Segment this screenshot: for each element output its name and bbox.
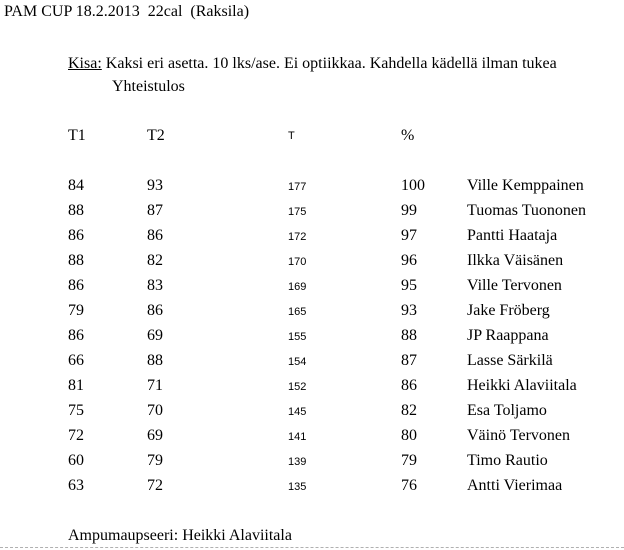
cell-t1: 79 xyxy=(68,302,84,319)
cell-t1: 72 xyxy=(68,427,84,444)
cell-percent: 95 xyxy=(401,277,417,294)
cell-t2: 82 xyxy=(147,252,163,269)
table-row xyxy=(0,327,624,352)
cell-name: Antti Vierimaa xyxy=(467,477,563,494)
table-row xyxy=(0,277,624,302)
competition-description xyxy=(68,55,557,73)
cell-total: 175 xyxy=(288,206,307,218)
cell-total: 177 xyxy=(288,181,307,193)
header-t1: T1 xyxy=(68,127,86,144)
cell-t1: 88 xyxy=(68,202,84,219)
cell-percent: 99 xyxy=(401,202,417,219)
cell-t2: 83 xyxy=(147,277,163,294)
cell-percent: 82 xyxy=(401,402,417,419)
cell-t1: 88 xyxy=(68,252,84,269)
cell-name: Ville Tervonen xyxy=(467,277,562,294)
cell-t2: 88 xyxy=(147,352,163,369)
cell-percent: 79 xyxy=(401,452,417,469)
cell-total: 135 xyxy=(288,481,307,493)
cell-name: Väinö Tervonen xyxy=(467,427,570,444)
cell-t1: 60 xyxy=(68,452,84,469)
cell-name: Jake Fröberg xyxy=(467,302,550,319)
cell-t2: 79 xyxy=(147,452,163,469)
cell-t2: 69 xyxy=(147,427,163,444)
cell-total: 172 xyxy=(288,231,307,243)
cell-t2: 86 xyxy=(147,302,163,319)
cell-percent: 100 xyxy=(401,177,425,194)
cell-t1: 81 xyxy=(68,377,84,394)
cell-percent: 88 xyxy=(401,327,417,344)
cell-t1: 86 xyxy=(68,277,84,294)
cell-t2: 87 xyxy=(147,202,163,219)
cell-name: Ville Kemppainen xyxy=(467,177,584,194)
table-row xyxy=(0,202,624,227)
cell-t2: 70 xyxy=(147,402,163,419)
table-row xyxy=(0,352,624,377)
cell-t1: 63 xyxy=(68,477,84,494)
table-row xyxy=(0,252,624,277)
cell-name: Pantti Haataja xyxy=(467,227,558,244)
cell-name: Lasse Särkilä xyxy=(467,352,553,369)
cell-t2: 86 xyxy=(147,227,163,244)
table-row xyxy=(0,302,624,327)
cell-percent: 76 xyxy=(401,477,417,494)
results-subtitle: Yhteistulos xyxy=(112,78,185,95)
cell-total: 145 xyxy=(288,406,307,418)
cell-t1: 86 xyxy=(68,227,84,244)
table-row xyxy=(0,377,624,402)
header-t2: T2 xyxy=(147,127,165,144)
cell-name: Timo Rautio xyxy=(467,452,548,469)
table-row xyxy=(0,227,624,252)
table-row xyxy=(0,177,624,202)
cell-percent: 80 xyxy=(401,427,417,444)
cell-total: 169 xyxy=(288,281,307,293)
cell-t1: 66 xyxy=(68,352,84,369)
page-title: PAM CUP 18.2.2013 22cal (Raksila) xyxy=(4,3,250,20)
cell-total: 165 xyxy=(288,306,307,318)
cell-t2: 71 xyxy=(147,377,163,394)
table-row xyxy=(0,477,624,502)
cell-name: Esa Toljamo xyxy=(467,402,547,419)
results-table xyxy=(0,177,624,502)
cell-total: 152 xyxy=(288,381,307,393)
cell-t1: 86 xyxy=(68,327,84,344)
cell-total: 154 xyxy=(288,356,307,368)
cell-t2: 93 xyxy=(147,177,163,194)
cell-percent: 97 xyxy=(401,227,417,244)
cell-name: Tuomas Tuononen xyxy=(467,202,587,219)
cell-name: JP Raappana xyxy=(467,327,549,344)
cell-total: 139 xyxy=(288,456,307,468)
cell-percent: 87 xyxy=(401,352,417,369)
header-percent: % xyxy=(401,127,415,144)
cell-t1: 84 xyxy=(68,177,84,194)
table-row xyxy=(0,452,624,477)
cell-t1: 75 xyxy=(68,402,84,419)
competition-label: Kisa: xyxy=(68,55,102,72)
cell-name: Ilkka Väisänen xyxy=(467,252,564,269)
cell-name: Heikki Alaviitala xyxy=(467,377,577,394)
cell-total: 155 xyxy=(288,331,307,343)
header-total: T xyxy=(288,130,295,142)
cell-percent: 86 xyxy=(401,377,417,394)
page-border xyxy=(0,547,624,548)
cell-t2: 69 xyxy=(147,327,163,344)
competition-text: Kaksi eri asetta. 10 lks/ase. Ei optiikkaa. Kahdella kädellä ilman tukea xyxy=(101,55,557,72)
table-row xyxy=(0,427,624,452)
cell-percent: 96 xyxy=(401,252,417,269)
cell-total: 170 xyxy=(288,256,307,268)
cell-percent: 93 xyxy=(401,302,417,319)
cell-total: 141 xyxy=(288,431,307,443)
cell-t2: 72 xyxy=(147,477,163,494)
table-row xyxy=(0,402,624,427)
range-officer: Ampumaupseeri: Heikki Alaviitala xyxy=(68,527,292,544)
